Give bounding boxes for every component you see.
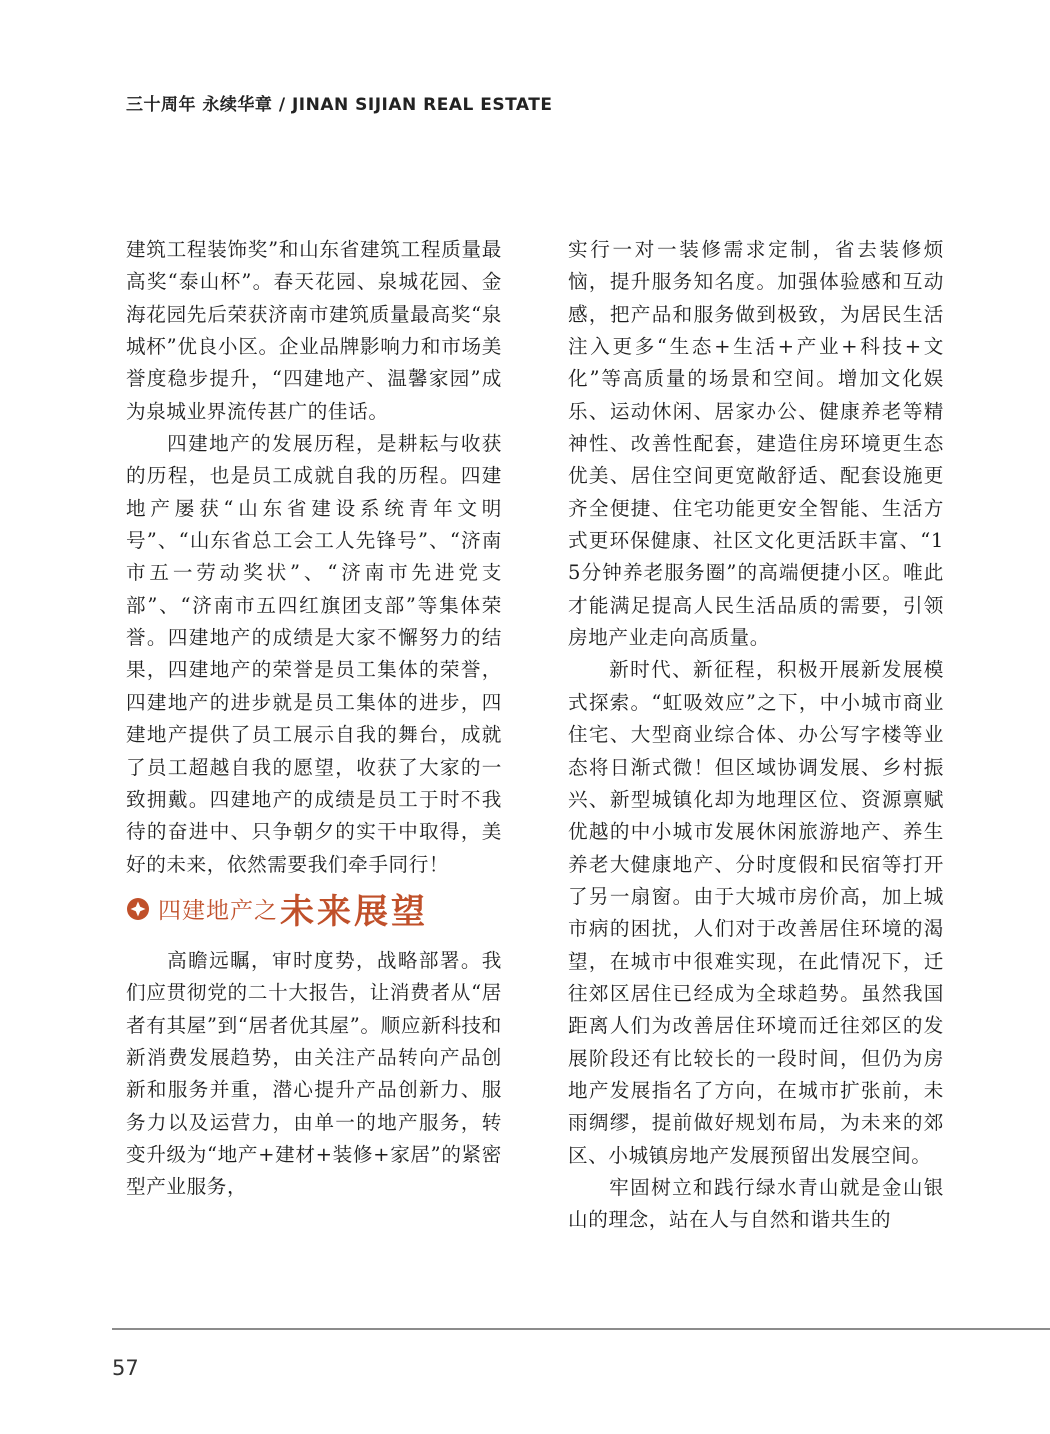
footer-divider [112, 1328, 1050, 1330]
body-paragraph: 实行一对一装修需求定制，省去装修烦恼，提升服务知名度。加强体验感和互动感，把产品和服务做到极致，为居民生活注入更多“生态+生活+产业+科技+文化”等高质量的场景和空间。增加文化娱乐、运动休闲、居家办公、健康养老等精神性、改善性配套，建造住房环境更生态优美、居住空间更宽敞舒适、配套设施更齐全便捷、住宅功能更安全智能、生活方式更环保健康、社区文化更活跃丰富、“15分钟养老服务圈”的高端便捷小区。唯此才能满足提高人民生活品质的需要，引领房地产业走向高质量。 [568, 238, 944, 650]
body-paragraph: 四建地产的发展历程，是耕耘与收获的历程，也是员工成就自我的历程。四建地产屡获“山东省建设系统青年文明号”、“山东省总工会工人先锋号”、“济南市五一劳动奖状”、“济南市先进党支部”、“济南市五四红旗团支部”等集体荣誉。四建地产的成绩是大家不懈努力的结果，四建地产的荣誉是员工集体的荣誉，四建地产的进步就是员工集体的进步，四建地产提供了员工展示自我的舞台，成就了员工超越自我的愿望，收获了大家的一致拥戴。四建地产的成绩是员工于时不我待的奋进中、只争朝夕的实干中取得，美好的未来，依然需要我们牵手同行！ [126, 432, 502, 876]
body-paragraph: 高瞻远瞩，审时度势，战略部署。我们应贯彻党的二十大报告，让消费者从“居者有其屋”到“居者优其屋”。顺应新科技和新消费发展趋势，由关注产品转向产品创新和服务并重，潜心提升产品创新力、服务力以及运营力，由单一的地产服务，转变升级为“地产+建材+装修+家居”的紧密型产业服务， [126, 948, 502, 1199]
running-header: 三十周年 永续华章 / JINAN SIJIAN REAL ESTATE [126, 95, 553, 115]
body-paragraph: 建筑工程装饰奖”和山东省建筑工程质量最高奖“泰山杯”。春天花园、泉城花园、金海花园先后荣获济南市建筑质量最高奖“泉城杯”优良小区。企业品牌影响力和市场美誉度稳步提升，“四建地产、温馨家园”成为泉城业界流传甚广的佳话。 [126, 238, 502, 423]
section-heading-prefix: 四建地产之 [158, 898, 278, 925]
body-paragraph: 新时代、新征程，积极开展新发展模式探索。“虹吸效应”之下，中小城市商业住宅、大型商业综合体、办公写字楼等业态将日渐式微！但区域协调发展、乡村振兴、新型城镇化却为地理区位、资源禀赋优越的中小城市发展休闲旅游地产、养生养老大健康地产、分时度假和民宿等打开了另一扇窗。由于大城市房价高，加上城市病的困扰，人们对于改善居住环境的渴望，在城市中很难实现，在此情况下，迁往郊区居住已经成为全球趋势。虽然我国距离人们为改善居住环境而迁往郊区的发展阶段还有比较长的一段时间，但仍为房地产发展指名了方向，在城市扩张前，未雨绸缪，提前做好规划布局，为未来的郊区、小城镇房地产发展预留出发展空间。 [568, 658, 944, 1167]
left-column [126, 234, 502, 1204]
section-heading-emphasis: 未来展望 [280, 892, 428, 933]
section-heading [126, 885, 502, 933]
diamond-circle-icon [126, 897, 150, 921]
right-column [568, 234, 944, 1237]
page-number: 57 [112, 1356, 139, 1380]
body-paragraph: 牢固树立和践行绿水青山就是金山银山的理念，站在人与自然和谐共生的 [568, 1175, 944, 1232]
